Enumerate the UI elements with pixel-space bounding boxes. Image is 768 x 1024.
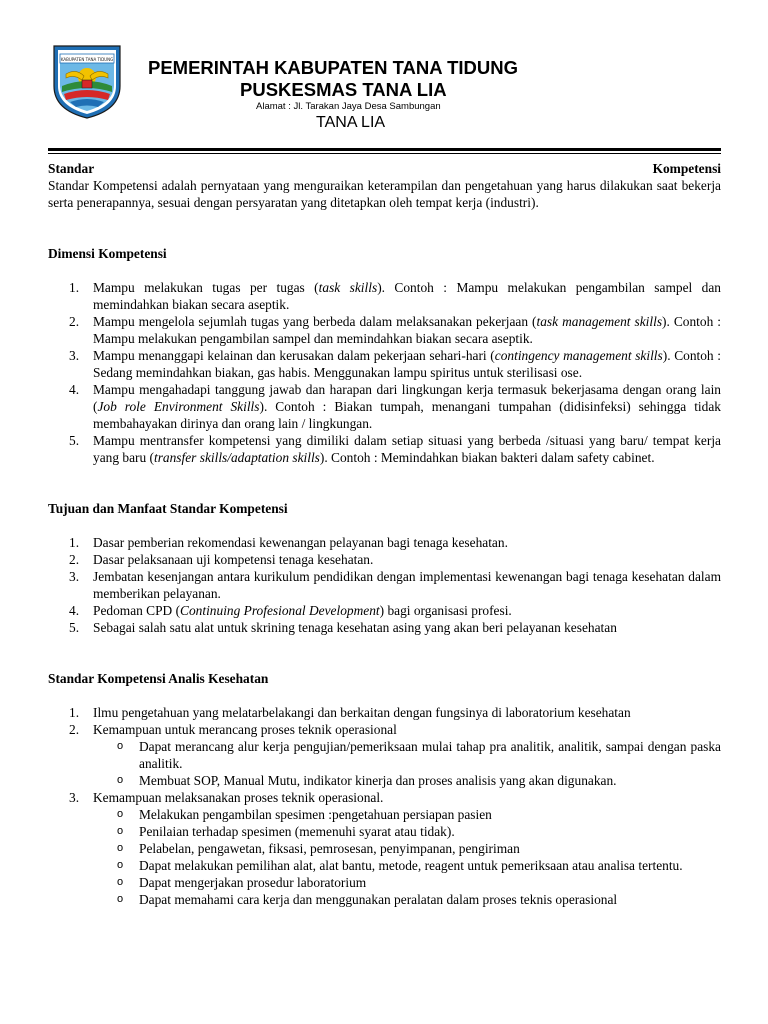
- list-item: 1. Ilmu pengetahuan yang melatarbelakangi dan berkaitan dengan fungsinya di laboratorium kesehatan: [69, 705, 631, 720]
- sub-list-item: o Penilaian terhadap spesimen (memenuhi syarat atau tidak).: [117, 824, 455, 839]
- list-item: 4. Pedoman CPD (Continuing Profesional Development) bagi organisasi profesi.: [69, 603, 512, 618]
- sub-list-item: o Dapat melakukan pemilihan alat, alat bantu, metode, reagent untuk pemeriksaan atau analisa tertentu.: [117, 858, 683, 873]
- clinic-name: PUSKESMAS TANA LIA: [240, 79, 447, 100]
- list-item: 1. Dasar pemberian rekomendasi kewenangan pelayanan bagi tenaga kesehatan.: [69, 535, 508, 550]
- sub-list-item: o Dapat mengerjakan prosedur laboratorium: [117, 875, 367, 890]
- sub-list-item: o Pelabelan, pengawetan, fiksasi, pemrosesan, penyimpanan, pengiriman: [117, 841, 520, 856]
- logo-text: KABUPATEN TANA TIDUNG: [60, 57, 114, 62]
- header-rule-thin: [48, 153, 721, 154]
- header-rule-thick: [48, 148, 721, 151]
- sub-list-item: o Dapat merancang alur kerja pengujian/pemeriksaan mulai tahap pra analitik, analitik, sampai dengan paska analitik.: [117, 739, 721, 771]
- list-item: 5. Sebagai salah satu alat untuk skrining tenaga kesehatan asing yang akan beri pelayanan kesehatan: [69, 620, 617, 635]
- dimension-list: [48, 279, 721, 466]
- sub-list-item: o Dapat memahami cara kerja dan menggunakan peralatan dalam proses teknis operasional: [117, 892, 618, 907]
- city-name: TANA LIA: [316, 114, 386, 131]
- regency-emblem-icon: [48, 40, 126, 120]
- document-title: [48, 160, 721, 177]
- sub-list-item: o Membuat SOP, Manual Mutu, indikator kinerja dan proses analisis yang akan digunakan.: [117, 773, 617, 788]
- list-item: 4. Mampu mengahadapi tanggung jawab dan harapan dari lingkungan kerja termasuk bekerjasama dengan orang lain (Job role Environment Skills). Contoh : Biakan tumpah, menangani tumpahan (didisinfeksi) sehingga tidak membahayakan dirinya dan orang lain / lingkungan.: [69, 382, 721, 431]
- title-left: Standar: [48, 161, 95, 176]
- document-body: [48, 160, 721, 908]
- section-heading: Standar Kompetensi Analis Kesehatan: [48, 671, 269, 686]
- intro-paragraph: Standar Kompetensi adalah pernyataan yang menguraikan keterampilan dan pengetahuan yang harus dilakukan saat bekerja serta penerapannya, sesuai dengan persyaratan yang ditetapkan oleh tempat kerja (industri).: [48, 178, 721, 210]
- section-heading: Dimensi Kompetensi: [48, 246, 167, 261]
- section-heading: Tujuan dan Manfaat Standar Kompetensi: [48, 501, 288, 516]
- list-item: 1. Mampu melakukan tugas per tugas (task skills). Contoh : Mampu melakukan pengambilan sampel dan memindahkan biakan secara aseptik.: [69, 280, 721, 312]
- list-item: 3. Kemampuan melaksanakan proses teknik operasional.: [69, 790, 384, 805]
- sub-list: [48, 806, 721, 908]
- sub-list-item: o Melakukan pengambilan spesimen :pengetahuan persiapan pasien: [117, 807, 492, 822]
- list-item: 2. Mampu mengelola sejumlah tugas yang berbeda dalam melaksanakan pekerjaan (task management skills). Contoh : Mampu melakukan pengambilan sampel dan memindahkan biakan secara aseptik.: [69, 314, 722, 346]
- purpose-list: [48, 534, 721, 636]
- gov-name: PEMERINTAH KABUPATEN TANA TIDUNG: [148, 57, 518, 78]
- list-item: 3. Mampu menanggapi kelainan dan kerusakan dalam pekerjaan sehari-hari (contingency management skills). Contoh : Sedang memindahkan biakan, gas habis. Menggunakan lampu spiritus untuk sterilisasi ose.: [69, 348, 722, 380]
- letterhead: [0, 0, 768, 160]
- analyst-competency-list: [48, 704, 721, 738]
- list-item: 3. Jembatan kesenjangan antara kurikulum pendidikan dengan implementasi kewenangan bagi tenaga kesehatan dalam memberikan pelayanan.: [69, 569, 721, 601]
- list-item: 2. Dasar pelaksanaan uji kompetensi tenaga kesehatan.: [69, 552, 374, 567]
- list-item: 5. Mampu mentransfer kompetensi yang dimiliki dalam setiap situasi yang berbeda /situasi yang baru/ tempat kerja yang baru (transfer skills/adaptation skills). Contoh : Memindahkan biakan bakteri dalam safety cabinet.: [69, 433, 721, 465]
- address: Alamat : Jl. Tarakan Jaya Desa Sambungan: [256, 101, 441, 112]
- sub-list: [48, 738, 721, 789]
- title-right: Kompetensi: [652, 161, 721, 176]
- analyst-competency-list-cont: [48, 789, 721, 806]
- list-item: 2. Kemampuan untuk merancang proses teknik operasional: [69, 722, 397, 737]
